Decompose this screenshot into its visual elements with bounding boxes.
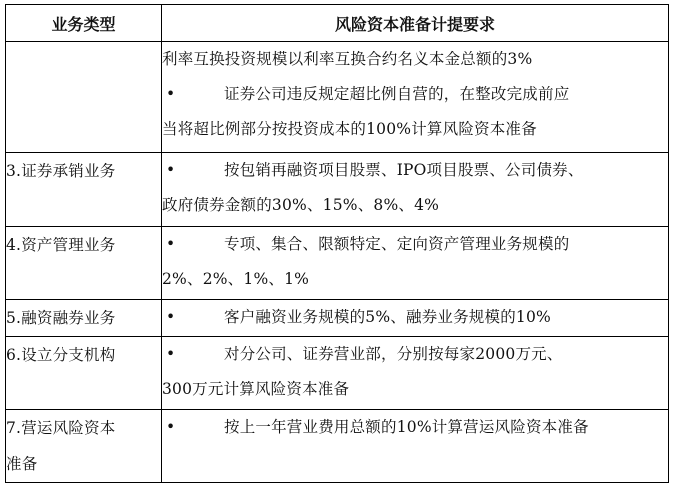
business-type-cell xyxy=(6,42,162,153)
requirement-text: 利率互换投资规模以利率互换合约名义本金总额的3% xyxy=(162,50,533,68)
bullet-icon: • xyxy=(166,308,176,326)
requirement-line xyxy=(162,188,668,223)
bullet-icon: • xyxy=(166,85,176,103)
requirement-line xyxy=(162,337,668,372)
header-requirement: 风险资本准备计提要求 xyxy=(162,5,669,42)
requirement-text: 客户融资业务规模的5%、融券业务规模的10% xyxy=(224,308,551,326)
bullet-icon: • xyxy=(166,418,176,436)
requirement-text: 专项、集合、限额特定、定向资产管理业务规模的 xyxy=(224,235,570,253)
table-row xyxy=(6,227,669,300)
requirement-text: 证券公司违反规定超比例自营的，在整改完成前应 xyxy=(224,85,570,103)
business-type-cell xyxy=(6,153,162,227)
requirement-cell xyxy=(162,300,669,337)
requirement-cell xyxy=(162,153,669,227)
requirement-line xyxy=(162,300,668,335)
requirement-line xyxy=(162,153,668,188)
requirement-text: 按上一年营业费用总额的10%计算营运风险资本准备 xyxy=(224,418,589,436)
requirement-text: 按包销再融资项目股票、IPO项目股票、公司债券、 xyxy=(224,161,584,179)
bullet-icon: • xyxy=(166,161,176,179)
bullet-icon: • xyxy=(166,345,176,363)
requirement-cell xyxy=(162,227,669,300)
requirement-line xyxy=(162,227,668,262)
business-type-label: 4.资产管理业务 xyxy=(6,236,116,254)
requirement-text: 2%、2%、1%、1% xyxy=(162,270,310,288)
requirement-text: 当将超比例部分按投资成本的100%计算风险资本准备 xyxy=(162,120,537,138)
requirement-line xyxy=(162,112,668,147)
risk-capital-table xyxy=(5,4,669,483)
requirement-line xyxy=(162,410,668,445)
bullet-icon: • xyxy=(166,235,176,253)
requirement-cell xyxy=(162,410,669,483)
business-type-label: 3.证券承销业务 xyxy=(6,162,116,180)
requirement-line xyxy=(162,77,668,112)
requirement-line xyxy=(162,42,668,77)
business-type-label: 7.营运风险资本 xyxy=(6,419,116,437)
business-type-cell xyxy=(6,410,162,483)
header-business-type: 业务类型 xyxy=(6,5,162,42)
table-row xyxy=(6,153,669,227)
business-type-cell xyxy=(6,300,162,337)
business-type-label: 准备 xyxy=(6,455,38,473)
business-type-label: 6.设立分支机构 xyxy=(6,346,116,364)
header-row xyxy=(6,5,669,42)
table-row xyxy=(6,337,669,410)
business-type-cell xyxy=(6,337,162,410)
table-row xyxy=(6,300,669,337)
table-row xyxy=(6,42,669,153)
table-row xyxy=(6,410,669,483)
business-type-label: 5.融资融券业务 xyxy=(6,309,116,327)
requirement-text: 300万元计算风险资本准备 xyxy=(162,380,350,398)
requirement-cell xyxy=(162,42,669,153)
requirement-line xyxy=(162,262,668,297)
business-type-cell xyxy=(6,227,162,300)
requirement-line xyxy=(162,372,668,407)
requirement-text: 政府债券金额的30%、15%、8%、4% xyxy=(162,196,440,214)
requirement-text: 对分公司、证券营业部，分别按每家2000万元、 xyxy=(224,345,563,363)
requirement-cell xyxy=(162,337,669,410)
